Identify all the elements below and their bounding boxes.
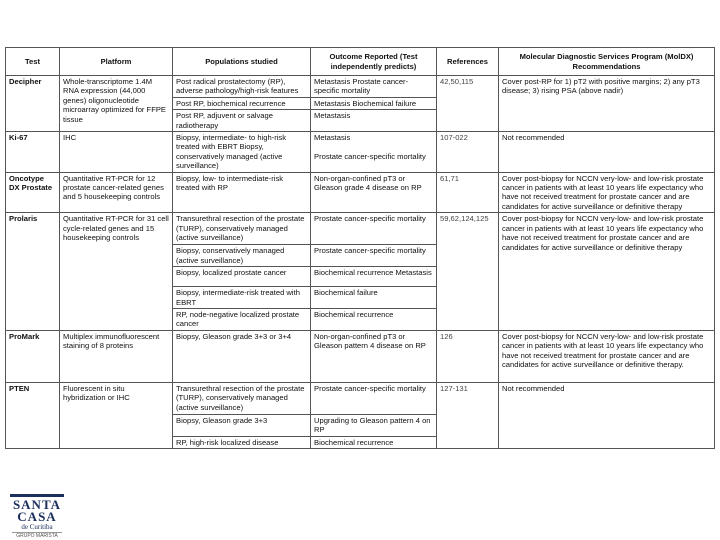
logo-line-1: SANTA (12, 497, 62, 512)
outcome-cell: Metastasis Biochemical failure (311, 97, 437, 109)
references-cell: 61,71 (437, 172, 499, 213)
table-body (6, 76, 715, 449)
logo-line-2: CASA (17, 509, 57, 524)
population-cell: Biopsy, intermediate-risk treated with EBRT (173, 287, 311, 309)
population-cell: Biopsy, low- to intermediate-risk treated with RP (173, 172, 311, 213)
table-row (6, 382, 715, 414)
population-cell: Post RP, adjuvent or salvage radiotherapy (173, 110, 311, 132)
recommendation-cell: Not recommended (499, 132, 715, 173)
logo-line-4: GRUPO MARISTA (12, 532, 62, 539)
header-outcome: Outcome Reported (Test independently predicts) (311, 48, 437, 76)
references-cell: 127-131 (437, 382, 499, 448)
logo-line-3: de Curitiba (21, 523, 53, 531)
recommendation-cell: Cover post-RP for 1) pT2 with positive margins; 2) any pT3 disease; 3) rising PSA (above nadir) (499, 76, 715, 132)
population-cell: Biopsy, localized prostate cancer (173, 267, 311, 287)
outcome-cell: Metastasis (311, 110, 437, 132)
outcome-cell: Prostate cancer-specific mortality (311, 213, 437, 245)
table-row (6, 213, 715, 245)
outcome-cell: Prostate cancer-specific mortality (311, 245, 437, 267)
header-references: References (437, 48, 499, 76)
population-cell: RP, high-risk localized disease (173, 436, 311, 448)
test-name-cell: Decipher (6, 76, 60, 132)
population-cell: Transurethral resection of the prostate (TURP), conservatively managed (active surveillance) (173, 382, 311, 414)
platform-cell: Quantitative RT-PCR for 12 prostate cancer-related genes and 5 housekeeping controls (60, 172, 173, 213)
outcome-cell: Non-organ-confined pT3 or Gleason pattern 4 disease on RP (311, 330, 437, 382)
recommendation-cell: Cover post-biopsy for NCCN very-low- and low-risk prostate cancer in patients with at least 10 years life expectancy who have not received treatment for prostate cancer and are candidates for active surveillance or definitive therapy (499, 213, 715, 330)
header-test: Test (6, 48, 60, 76)
recommendation-cell: Cover post-biopsy for NCCN very-low- and low-risk prostate cancer in patients with at least 10 years life expectancy who have not received treatment for prostate cancer and are candidates for active surveillance or definitive therapy. (499, 330, 715, 382)
references-cell: 42,50,115 (437, 76, 499, 132)
outcome-cell: Non-organ-confined pT3 or Gleason grade 4 disease on RP (311, 172, 437, 213)
population-cell: RP, node-negative localized prostate cancer (173, 308, 311, 330)
references-cell: 59,62,124,125 (437, 213, 499, 330)
references-cell: 107-022 (437, 132, 499, 173)
outcome-cell: Prostate cancer-specific mortality (311, 382, 437, 414)
outcome-cell: Upgrading to Gleason pattern 4 on RP (311, 414, 437, 436)
population-cell: Biopsy, Gleason grade 3+3 (173, 414, 311, 436)
platform-cell: Quantitative RT-PCR for 31 cell cycle-related genes and 15 housekeeping controls (60, 213, 173, 330)
population-cell: Biopsy, conservatively managed (active surveillance) (173, 245, 311, 267)
recommendation-cell: Not recommended (499, 382, 715, 448)
test-name-cell: ProMark (6, 330, 60, 382)
header-row (6, 48, 715, 76)
header-populations: Populations studied (173, 48, 311, 76)
table-row (6, 330, 715, 382)
table-row (6, 132, 715, 173)
outcome-cell: Biochemical recurrence (311, 436, 437, 448)
references-cell: 126 (437, 330, 499, 382)
test-name-cell: Ki-67 (6, 132, 60, 173)
test-name-cell: Oncotype DX Prostate (6, 172, 60, 213)
outcome-cell: Metastasis Prostate cancer-specific mortality (311, 76, 437, 98)
test-name-cell: Prolaris (6, 213, 60, 330)
test-name-cell: PTEN (6, 382, 60, 448)
outcome-cell: Metastasis Prostate cancer-specific mortality (311, 132, 437, 173)
table-row (6, 172, 715, 213)
population-cell: Post radical prostatectomy (RP), adverse pathology/high-risk features (173, 76, 311, 98)
recommendation-cell: Cover post-biopsy for NCCN very-low- and low-risk prostate cancer in patients with at least 10 years life expectancy who have not received treatment for prostate cancer and are candidates for active surveillance or definitive therapy (499, 172, 715, 213)
table-row (6, 76, 715, 98)
population-cell: Post RP, biochemical recurrence (173, 97, 311, 109)
population-cell: Biopsy, intermediate- to high-risk treated with EBRT Biopsy, conservatively managed (active surveillance) (173, 132, 311, 173)
population-cell: Transurethral resection of the prostate (TURP), conservatively managed (active surveillance) (173, 213, 311, 245)
outcome-cell: Biochemical recurrence (311, 308, 437, 330)
platform-cell: Fluorescent in situ hybridization or IHC (60, 382, 173, 448)
santa-casa-logo (6, 494, 68, 539)
header-moldx: Molecular Diagnostic Services Program (MolDX) Recommendations (499, 48, 715, 76)
diagnostic-tests-table (5, 47, 715, 449)
platform-cell: IHC (60, 132, 173, 173)
outcome-cell: Biochemical failure (311, 287, 437, 309)
header-platform: Platform (60, 48, 173, 76)
platform-cell: Whole-transcriptome 1.4M RNA expression (44,000 genes) oligonucleotide microarray optimized for FFPE tissue (60, 76, 173, 132)
population-cell: Biopsy, Gleason grade 3+3 or 3+4 (173, 330, 311, 382)
outcome-cell: Biochemical recurrence Metastasis (311, 267, 437, 287)
platform-cell: Multiplex immunofluorescent staining of 8 proteins (60, 330, 173, 382)
